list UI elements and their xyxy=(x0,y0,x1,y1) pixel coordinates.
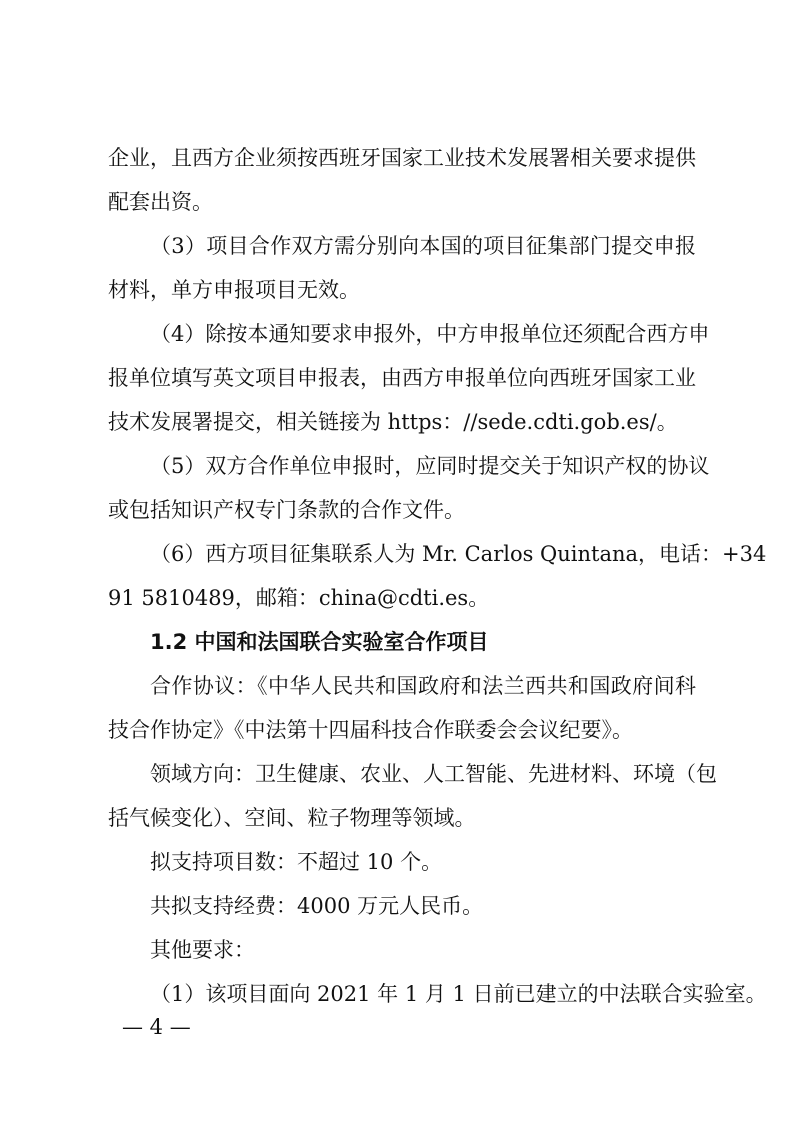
paragraph-line: 合作协议：《中华人民共和国政府和法兰西共和国政府间科 xyxy=(150,674,696,698)
page-number: — 4 — xyxy=(122,1015,191,1039)
paragraph-line: （3）项目合作双方需分别向本国的项目征集部门提交申报 xyxy=(150,234,696,258)
paragraph-line: （6）西方项目征集联系人为 Mr. Carlos Quintana，电话：+34 xyxy=(150,542,767,566)
paragraph-line: 其他要求： xyxy=(150,938,255,962)
paragraph-line: 拟支持项目数：不超过 10 个。 xyxy=(150,850,443,874)
paragraph-line: 或包括知识产权专门条款的合作文件。 xyxy=(108,498,465,522)
paragraph-line: 领域方向：卫生健康、农业、人工智能、先进材料、环境（包 xyxy=(150,762,717,786)
paragraph-line: 材料，单方申报项目无效。 xyxy=(108,278,360,302)
paragraph-line: 技合作协定》《中法第十四届科技合作联委会会议纪要》。 xyxy=(108,718,633,742)
paragraph-line: （1）该项目面向 2021 年 1 月 1 日前已建立的中法联合实验室。 xyxy=(150,982,767,1006)
paragraph-line: （4）除按本通知要求申报外，中方申报单位还须配合西方申 xyxy=(150,322,710,346)
paragraph-line: 括气候变化）、空间、粒子物理等领域。 xyxy=(108,806,476,830)
paragraph-line: 技术发展署提交，相关链接为 https：//sede.cdti.gob.es/。 xyxy=(108,410,678,434)
paragraph-line: 报单位填写英文项目申报表，由西方申报单位向西班牙国家工业 xyxy=(108,366,696,390)
paragraph-line: 共拟支持经费：4000 万元人民币。 xyxy=(150,894,484,918)
paragraph-line: 91 5810489，邮箱：china@cdti.es。 xyxy=(108,586,490,610)
paragraph-line: 配套出资。 xyxy=(108,190,213,214)
paragraph-line: （5）双方合作单位申报时，应同时提交关于知识产权的协议 xyxy=(150,454,710,478)
section-heading: 1.2 中国和法国联合实验室合作项目 xyxy=(150,630,489,654)
paragraph-line: 企业，且西方企业须按西班牙国家工业技术发展署相关要求提供 xyxy=(108,146,696,170)
